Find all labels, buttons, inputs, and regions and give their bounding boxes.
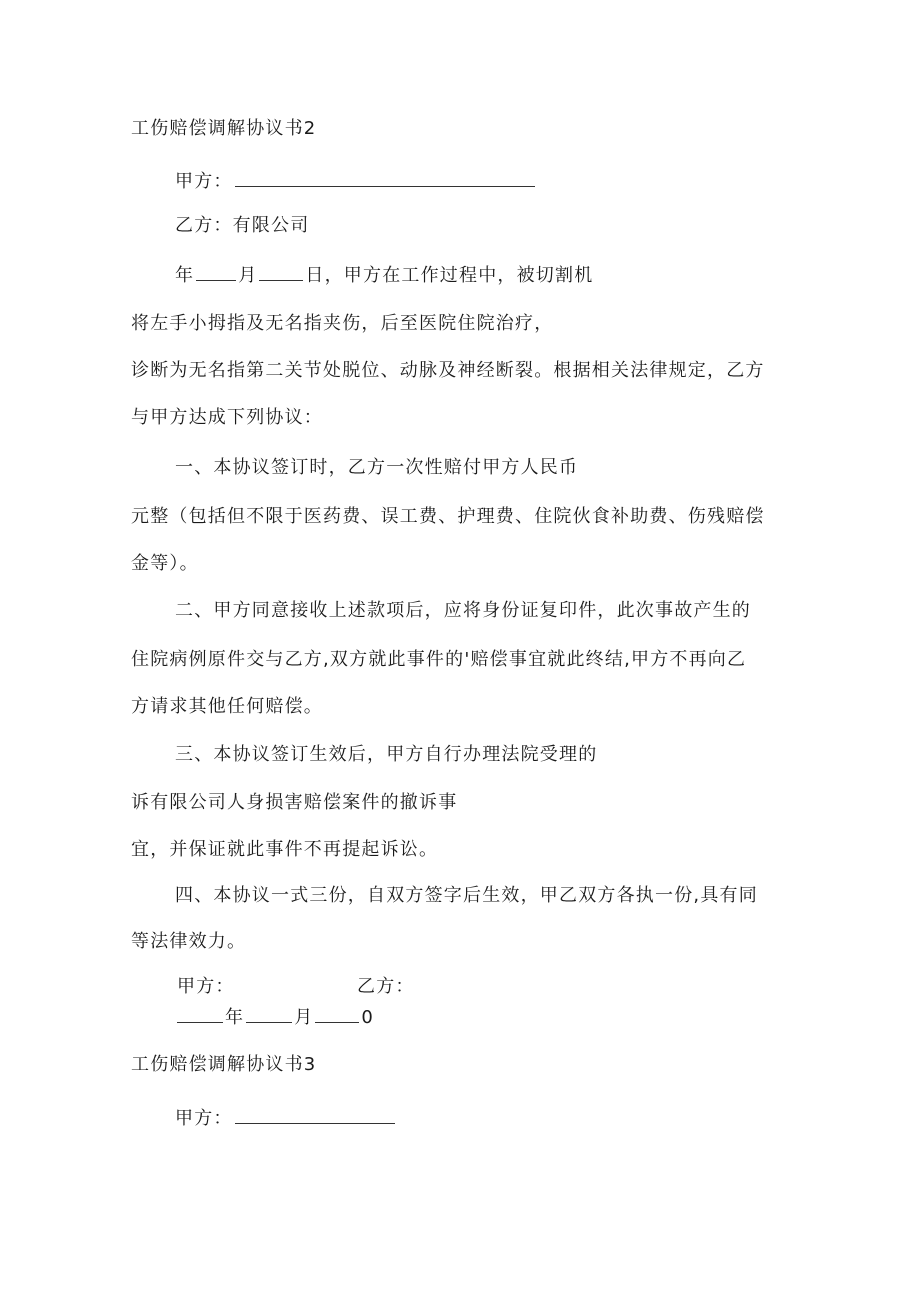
sign-day-end: 0 [361,1007,375,1028]
incident-date-line [175,262,593,286]
clause-2-line-1: 二、甲方同意接收上述款项后，应将身份证复印件，此次事故产生的 [175,600,751,621]
diagnosis-line: 诊断为无名指第二关节处脱位、动脉及神经断裂。根据相关法律规定，乙方 [131,360,765,381]
clause-3-line-2: 诉有限公司人身损害赔偿案件的撤诉事 [131,792,458,813]
signature-party-a: 甲方： [177,976,235,997]
date-year-label: 年 [175,265,195,286]
clause-4-line-1: 四、本协议一式三份，自双方签字后生效，甲乙双方各执一份,具有同 [175,885,758,906]
party-a-line [175,168,537,192]
incident-text: 日，甲方在工作过程中，被切割机 [305,265,594,286]
date-month-blank [196,262,236,281]
party-a-label: 甲方： [175,171,233,192]
sign-month-label: 月 [294,1007,314,1028]
clause-1-line-3: 金等）。 [131,553,199,574]
clause-2-line-2: 住院病例原件交与乙方,双方就此事件的'赔偿事宜就此终结,甲方不再向乙 [131,649,747,670]
date-day-blank [259,262,303,281]
signature-date-line [175,1004,374,1028]
sign-year-label: 年 [225,1007,245,1028]
clause-1-line-1: 一、本协议签订时，乙方一次性赔付甲方人民币 [175,457,579,478]
clause-3-line-3: 宜，并保证就此事件不再提起诉讼。 [131,839,439,860]
clause-1-line-2: 元整（包括但不限于医药费、误工费、护理费、住院伙食补助费、伤残赔偿 [131,506,765,527]
party-a-blank [235,168,535,187]
clause-4-line-2: 等法律效力。 [131,931,247,952]
sign-month-blank [246,1004,292,1023]
document-title-2: 工伤赔偿调解协议书3 [131,1054,317,1075]
signature-party-b: 乙方： [357,976,415,997]
sign-day-blank [315,1004,359,1023]
party-a-blank-2 [235,1105,395,1124]
date-month-label: 月 [238,265,258,286]
party-a-label-2: 甲方： [175,1108,233,1129]
sign-year-blank [177,1004,223,1023]
injury-line: 将左手小拇指及无名指夹伤，后至医院住院治疗， [131,313,554,334]
party-b-line: 乙方：有限公司 [175,215,310,236]
clause-3-line-1: 三、本协议签订生效后，甲方自行办理法院受理的 [175,744,598,765]
document-title: 工伤赔偿调解协议书2 [131,118,317,139]
clause-2-line-3: 方请求其他任何赔偿。 [131,696,323,717]
party-a-line-2 [175,1105,397,1129]
agreement-intro-line: 与甲方达成下列协议： [131,407,323,428]
